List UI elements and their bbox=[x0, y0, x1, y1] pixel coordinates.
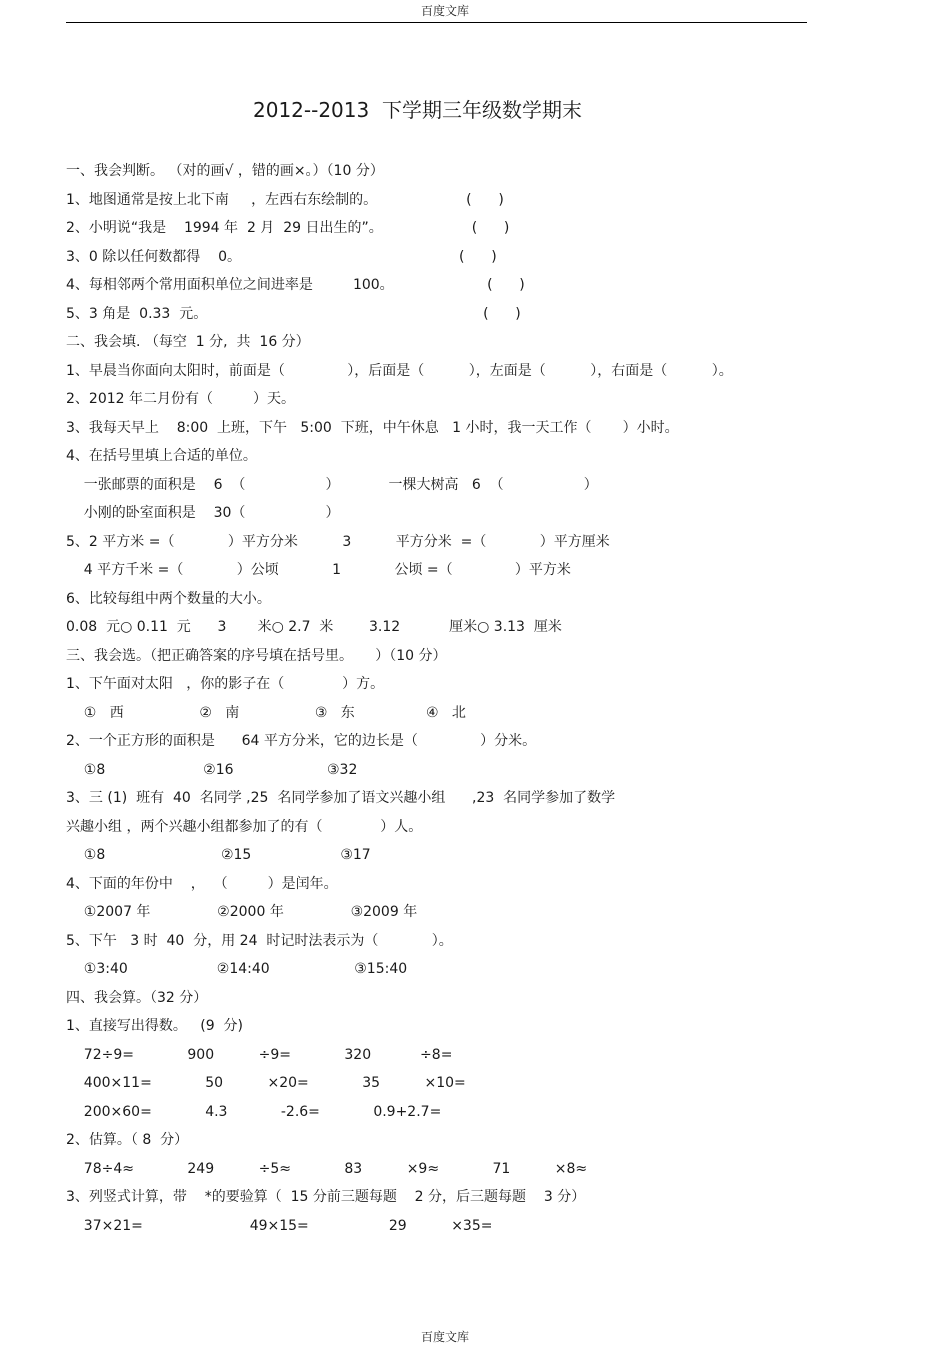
page-title: 2012--2013 下学期三年级数学期末 bbox=[253, 98, 582, 122]
page-header: 百度文库 bbox=[420, 4, 469, 18]
text-line: 5、2 平方米 =（ ）平方分米 3 平方分米 =（ ）平方厘米 bbox=[66, 533, 610, 550]
text-line: 1、下午面对太阳 ，你的影子在（ ）方。 bbox=[66, 676, 385, 692]
text-line: 小刚的卧室面积是 30（ ） bbox=[66, 505, 340, 521]
text-line: 4、下面的年份中 ， （ ）是闰年。 bbox=[66, 875, 338, 892]
text-line: 5、3 角是 0.33 元。 ( ) bbox=[66, 305, 521, 322]
text-line: 78÷4≈ 249 ÷5≈ 83 ×9≈ 71 ×8≈ bbox=[66, 1160, 588, 1177]
text-line: 0.08 元○ 0.11 元 3 米○ 2.7 米 3.12 厘米○ 3.13 厘米 bbox=[66, 619, 562, 635]
text-line: ① 西 ② 南 ③ 东 ④ 北 bbox=[66, 704, 466, 721]
text-line: 二、我会填. （每空 1 分, 共 16 分） bbox=[66, 334, 310, 350]
text-line: 72÷9= 900 ÷9= 320 ÷8= bbox=[66, 1046, 453, 1063]
text-line: 3、列竖式计算，带 *的要验算（ 15 分前三题每题 2 分，后三题每题 3 分） bbox=[66, 1189, 586, 1205]
text-line: 4、在括号里填上合适的单位。 bbox=[66, 448, 257, 464]
text-line: 1、直接写出得数。 (9 分) bbox=[66, 1018, 243, 1034]
header-divider bbox=[66, 22, 807, 23]
text-line: 兴趣小组 ，两个兴趣小组都参加了的有（ ）人。 bbox=[66, 818, 423, 835]
text-line: ①3:40 ②14:40 ③15:40 bbox=[66, 961, 408, 977]
text-line: 一张邮票的面积是 6 （ ） 一棵大树高 6 （ ） bbox=[66, 476, 598, 493]
text-line: ①8 ②15 ③17 bbox=[66, 847, 371, 863]
text-line: 3、0 除以任何数都得 0。 ( ) bbox=[66, 248, 497, 265]
text-line: 200×60= 4.3 -2.6= 0.9+2.7= bbox=[66, 1103, 442, 1120]
text-line: 400×11= 50 ×20= 35 ×10= bbox=[66, 1075, 466, 1091]
text-line: 一、我会判断。 （对的画√ ，错的画×。）（10 分） bbox=[66, 163, 384, 179]
text-line: 三、我会选。（把正确答案的序号填在括号里。 ）（10 分） bbox=[66, 647, 447, 664]
text-line: 3、三 (1) 班有 40 名同学 ,25 名同学参加了语文兴趣小组 ,23 名同学参加了数学 bbox=[66, 790, 616, 806]
text-line: 2、2012 年二月份有（ ）天。 bbox=[66, 391, 296, 407]
text-line: 2、小明说“我是 1994 年 2 月 29 日出生的”。 ( ) bbox=[66, 220, 510, 236]
text-line: 1、早晨当你面向太阳时，前面是（ ），后面是（ ），左面是（ ），右面是（ ）。 bbox=[66, 362, 733, 379]
text-line: 6、比较每组中两个数量的大小。 bbox=[66, 590, 271, 607]
text-line: ①8 ②16 ③32 bbox=[66, 761, 358, 778]
text-line: 37×21= 49×15= 29 ×35= bbox=[66, 1217, 493, 1234]
text-line: ①2007 年 ②2000 年 ③2009 年 bbox=[66, 904, 418, 920]
text-line: 2、一个正方形的面积是 64 平方分米，它的边长是（ ）分米。 bbox=[66, 733, 537, 749]
text-line: 4、每相邻两个常用面积单位之间进率是 100。 ( ) bbox=[66, 277, 525, 293]
text-line: 4 平方千米 =（ ）公顷 1 公顷 =（ ）平方米 bbox=[66, 562, 571, 578]
text-line: 5、下午 3 时 40 分，用 24 时记时法表示为（ ）。 bbox=[66, 932, 453, 949]
page-footer: 百度文库 bbox=[420, 1330, 469, 1344]
text-line: 1、地图通常是按上北下南 ，左西右东绘制的。 ( ) bbox=[66, 191, 504, 208]
text-line: 2、估算。（ 8 分） bbox=[66, 1132, 189, 1148]
text-line: 3、我每天早上 8:00 上班，下午 5:00 下班，中午休息 1 小时，我一天工作（ ）小时。 bbox=[66, 419, 679, 436]
text-line: 四、我会算。（32 分） bbox=[66, 989, 208, 1006]
